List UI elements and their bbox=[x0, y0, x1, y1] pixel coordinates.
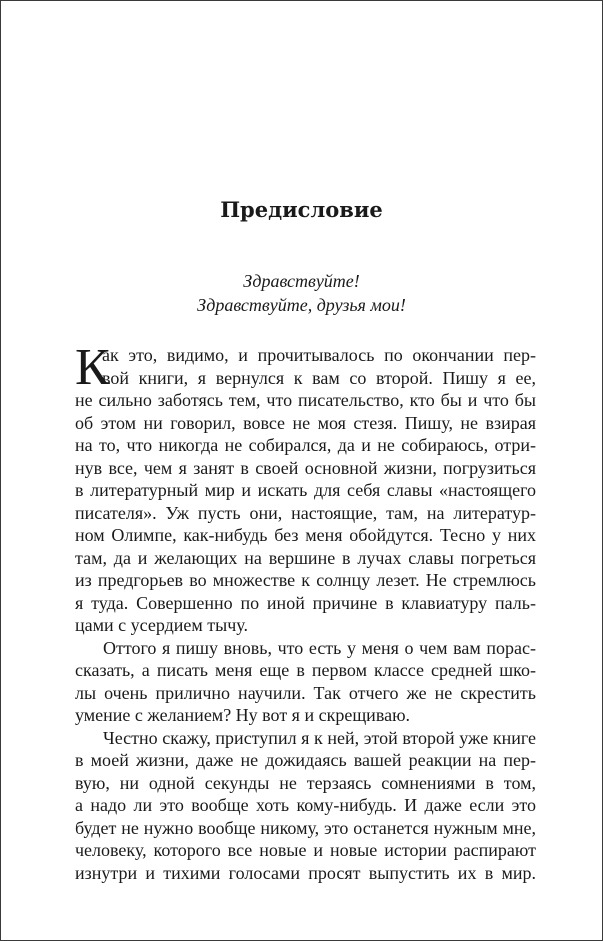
text-line: человеку, которого все новые и новые истории распирают bbox=[75, 840, 536, 860]
paragraph-2 bbox=[75, 637, 536, 727]
text-line: будет не нужно вообще никому, это останется нужным мне, bbox=[75, 817, 536, 838]
text-line: ном Олимпе, как-нибудь без меня обойдутся. Тесно у них bbox=[75, 525, 536, 545]
paragraph-1 bbox=[75, 339, 536, 637]
body-text bbox=[75, 339, 536, 884]
text-line: в литературный мир и искать для себя славы «настоящего bbox=[75, 480, 536, 500]
epigraph-line-1: Здравствуйте! bbox=[243, 271, 360, 291]
paragraph-3 bbox=[75, 727, 536, 885]
text-line: из предгорьев во множестве к солнцу лезет. Не стремлюсь bbox=[75, 570, 536, 590]
text-line: цами с усердием тычу. bbox=[75, 615, 248, 635]
text-line: лы очень прилично научили. Так отчего же не скрестить bbox=[75, 682, 536, 703]
text-line: ак это, видимо, и прочитывалось по окончании пер- bbox=[102, 345, 536, 365]
text-line: изнутри и тихими голосами просят выпустить их в мир. bbox=[75, 862, 536, 883]
text-line: в моей жизни, даже не дожидаясь вашей реакции на пер- bbox=[75, 750, 536, 770]
text-line: об этом ни говорил, вовсе не моя стезя. Пишу, не взирая bbox=[75, 412, 536, 433]
text-line: вой книги, я вернулся к вам со второй. Пишу я ее, bbox=[102, 367, 536, 388]
text-line: на то, что никогда не собирался, да и не собираюсь, отри- bbox=[75, 435, 536, 455]
text-line: писателя». Уж пусть они, настоящие, там, на литератур- bbox=[75, 502, 536, 523]
text-line: умение с желанием? Ну вот я и скрещиваю. bbox=[75, 705, 411, 725]
text-line: там, да и желающих на вершине в лучах славы погреться bbox=[75, 547, 536, 568]
text-line: Честно скажу, приступил я к ней, этой второй уже книге bbox=[103, 727, 536, 748]
page-title: Предисловие bbox=[220, 197, 383, 222]
text-line: нув все, чем я занят в своей основной жизни, погрузиться bbox=[75, 457, 536, 478]
text-line: вую, ни одной секунды не терзаясь сомнениями в том, bbox=[75, 772, 536, 793]
text-line: Оттого я пишу вновь, что есть у меня о чем вам порас- bbox=[103, 637, 536, 658]
text-line: сказать, а писать меня еще в первом классе средней шко- bbox=[75, 660, 536, 680]
text-line: я туда. Совершенно по иной причине в клавиатуру паль- bbox=[75, 592, 536, 613]
epigraph-line-2: Здравствуйте, друзья мои! bbox=[197, 295, 406, 315]
text-line: а надо ли это вообще хоть кому-нибудь. И даже если это bbox=[75, 795, 536, 815]
text-line: не сильно заботясь тем, что писательство, кто бы и что бы bbox=[75, 390, 536, 410]
drop-cap: К bbox=[75, 339, 110, 396]
